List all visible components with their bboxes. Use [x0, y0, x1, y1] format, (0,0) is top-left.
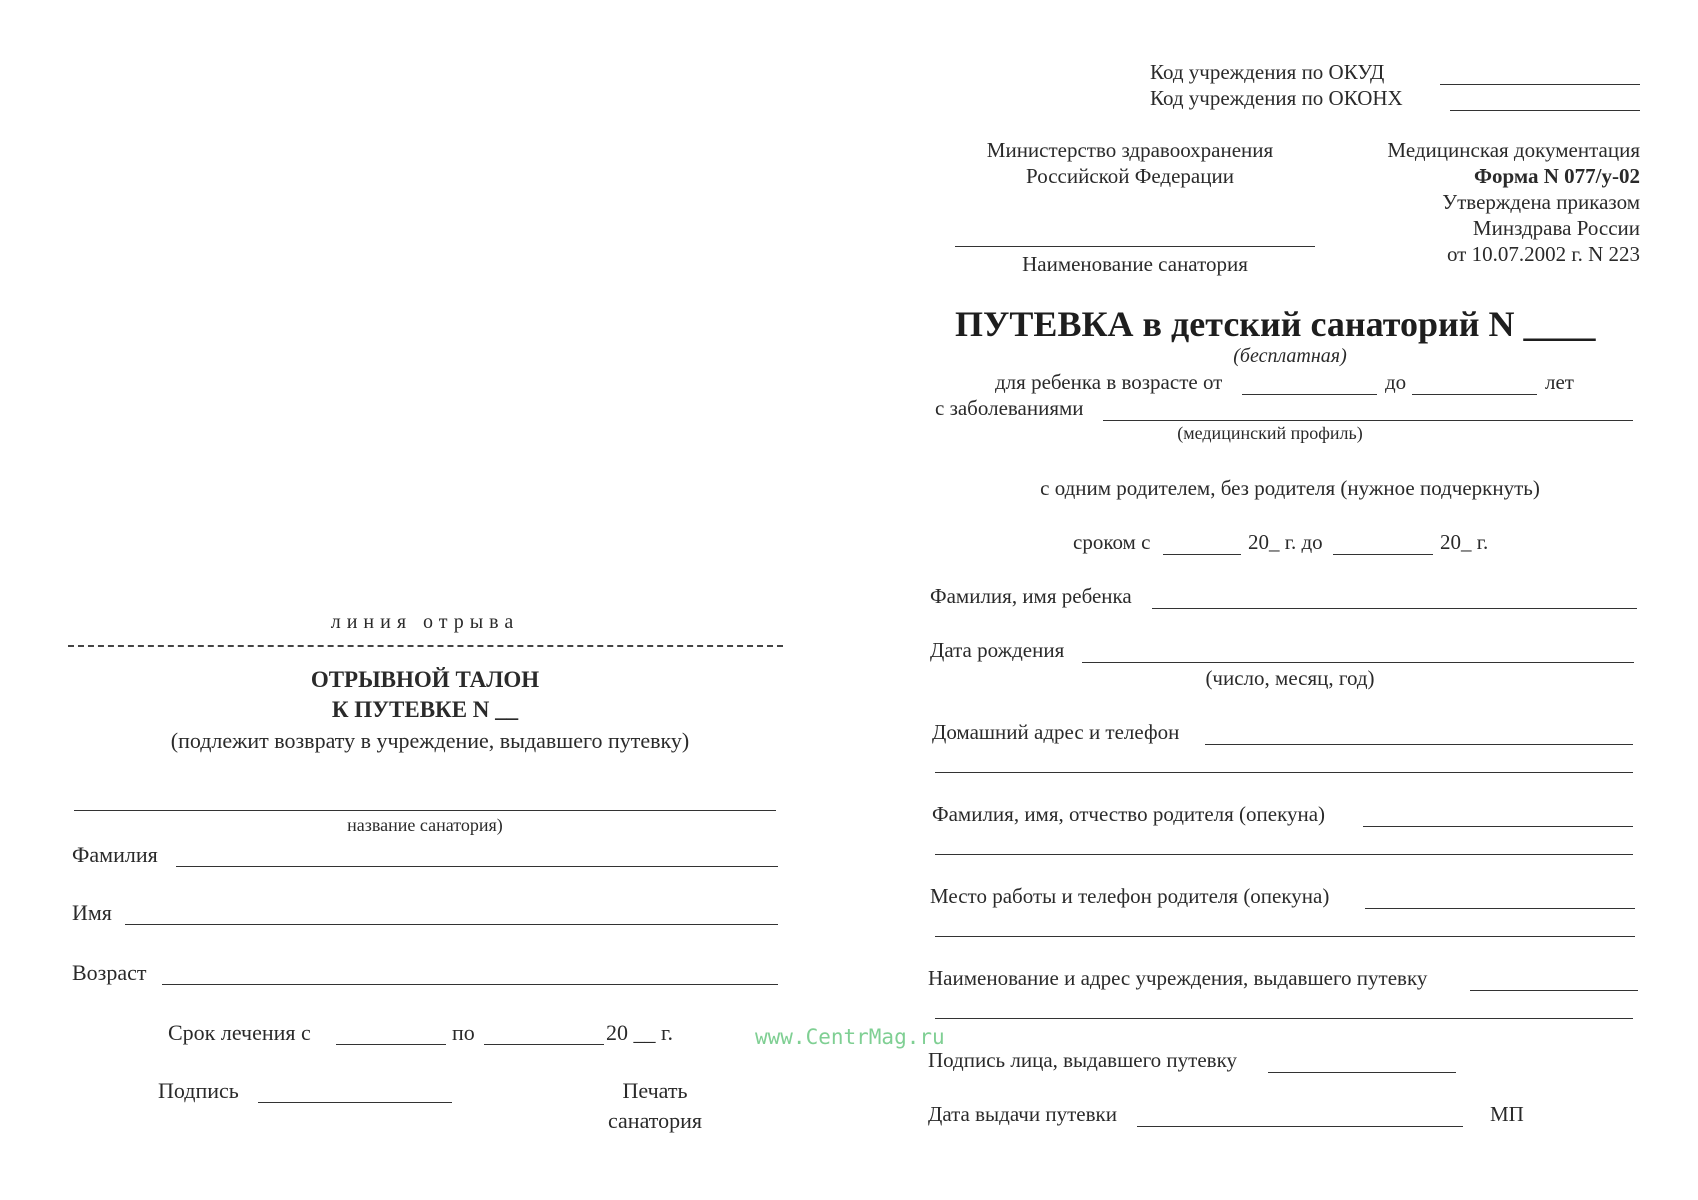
parent-work-label: Место работы и телефон родителя (опекуна)	[930, 884, 1330, 908]
treatment-to-field[interactable]	[484, 1044, 604, 1045]
seal-line1: Печать	[622, 1078, 688, 1103]
age-from-label: для ребенка в возрасте от	[995, 370, 1223, 394]
coupon-sanatorium-caption: название санатория)	[347, 815, 503, 835]
age-to-field[interactable]	[1412, 394, 1537, 395]
issuer-signature-label: Подпись лица, выдавшего путевку	[928, 1048, 1237, 1072]
approved-line2: Минздрава России	[1472, 216, 1640, 240]
ministry-line1: Министерство здравоохранения	[986, 138, 1274, 162]
watermark-text: www.CentrMag.ru	[755, 1025, 945, 1049]
sanatorium-name-field[interactable]	[955, 246, 1315, 247]
home-address-field[interactable]	[1205, 744, 1633, 745]
form-number: Форма N 077/у-02	[1473, 164, 1640, 188]
term-year1: 20_ г. до	[1248, 530, 1323, 554]
date-caption: (число, месяц, год)	[1205, 666, 1375, 690]
approved-line3: от 10.07.2002 г. N 223	[1446, 242, 1640, 266]
coupon-title-line1: ОТРЫВНОЙ ТАЛОН	[310, 667, 540, 692]
med-doc: Медицинская документация	[1387, 138, 1640, 162]
child-name-field[interactable]	[1152, 608, 1637, 609]
coupon-name-field[interactable]	[125, 924, 778, 925]
age-to-label: до	[1385, 370, 1407, 394]
coupon-signature-field[interactable]	[258, 1102, 452, 1103]
coupon-signature-label: Подпись	[158, 1078, 239, 1103]
parent-name-field[interactable]	[1363, 826, 1633, 827]
coupon-surname-label: Фамилия	[72, 842, 158, 867]
issuer-signature-field[interactable]	[1268, 1072, 1456, 1073]
home-address-field-2[interactable]	[935, 772, 1633, 773]
coupon-age-field[interactable]	[162, 984, 778, 985]
treatment-year: 20 __ г.	[606, 1020, 674, 1045]
okud-label: Код учреждения по ОКУД	[1150, 60, 1385, 84]
treatment-to-label: по	[452, 1020, 475, 1045]
okud-field[interactable]	[1440, 84, 1640, 85]
issuer-field-2[interactable]	[935, 1018, 1633, 1019]
coupon-sanatorium-field[interactable]	[74, 810, 776, 811]
age-from-field[interactable]	[1242, 394, 1377, 395]
age-years-label: лет	[1545, 370, 1574, 394]
tear-line	[68, 645, 783, 647]
coupon-name-label: Имя	[72, 900, 112, 925]
diseases-label: с заболеваниями	[935, 396, 1084, 420]
treatment-from-field[interactable]	[336, 1044, 446, 1045]
ministry-line2: Российской Федерации	[1026, 164, 1234, 188]
coupon-note: (подлежит возврату в учреждение, выдавшего путевку)	[170, 728, 690, 753]
seal-line2: санатория	[608, 1108, 702, 1133]
issuer-label: Наименование и адрес учреждения, выдавшего путевку	[928, 966, 1428, 990]
child-name-label: Фамилия, имя ребенка	[930, 584, 1132, 608]
voucher-subtitle: (бесплатная)	[1233, 345, 1347, 367]
birth-date-label: Дата рождения	[930, 638, 1065, 662]
tear-line-label: линия отрыва	[330, 611, 520, 633]
coupon-age-label: Возраст	[72, 960, 147, 985]
issue-date-field[interactable]	[1137, 1126, 1463, 1127]
approved-line1: Утверждена приказом	[1442, 190, 1640, 214]
okonh-field[interactable]	[1450, 110, 1640, 111]
stamp-label: МП	[1490, 1102, 1524, 1126]
term-year2: 20_ г.	[1440, 530, 1489, 554]
sanatorium-name-caption: Наименование санатория	[1022, 252, 1248, 276]
issue-date-label: Дата выдачи путевки	[928, 1102, 1117, 1126]
term-to-field[interactable]	[1333, 554, 1433, 555]
parent-name-label: Фамилия, имя, отчество родителя (опекуна)	[932, 802, 1326, 826]
term-from-label: сроком с	[1073, 530, 1151, 554]
treatment-from-label: Срок лечения с	[168, 1020, 311, 1045]
med-profile-caption: (медицинский профиль)	[1177, 423, 1363, 443]
home-address-label: Домашний адрес и телефон	[932, 720, 1180, 744]
okonh-label: Код учреждения по ОКОНХ	[1150, 86, 1403, 110]
parent-work-field-2[interactable]	[935, 936, 1635, 937]
issuer-field[interactable]	[1470, 990, 1638, 991]
coupon-title-line2: К ПУТЕВКЕ N __	[331, 697, 519, 722]
parent-work-field[interactable]	[1365, 908, 1635, 909]
parent-option: с одним родителем, без родителя (нужное подчеркнуть)	[1040, 476, 1540, 500]
term-from-field[interactable]	[1163, 554, 1241, 555]
coupon-surname-field[interactable]	[176, 866, 778, 867]
voucher-title: ПУТЕВКА в детский санаторий N ____	[955, 304, 1596, 344]
parent-name-field-2[interactable]	[935, 854, 1633, 855]
birth-date-field[interactable]	[1082, 662, 1634, 663]
diseases-field[interactable]	[1103, 420, 1633, 421]
